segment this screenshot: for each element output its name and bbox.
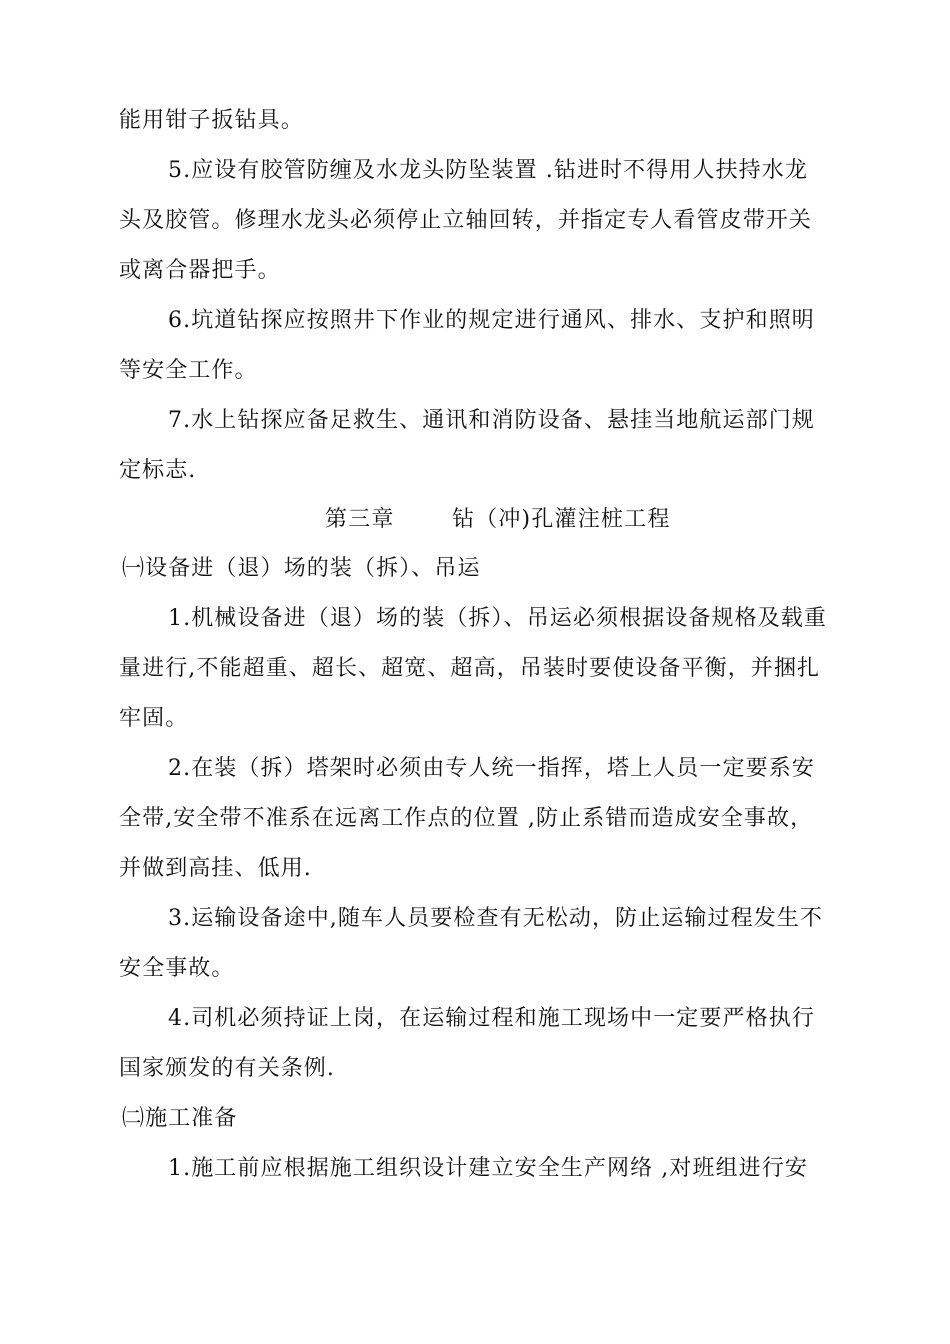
chapter-heading: 第三章 钻（冲)孔灌注桩工程	[325, 507, 671, 532]
text-line: 3.运输设备途中,随车人员要检查有无松动，防止运输过程发生不	[168, 906, 823, 931]
text-line: 头及胶管。修理水龙头必须停止立轴回转，并指定专人看管皮带开关	[119, 208, 813, 233]
text-line: 定标志.	[119, 458, 197, 483]
text-line: 并做到高挂、低用.	[119, 856, 312, 881]
text-line: 能用钳子扳钻具。	[119, 108, 304, 133]
text-line: 全带,安全带不准系在远离工作点的位置 ,防止系错而造成安全事故，	[119, 806, 814, 831]
section-heading: ㈡施工准备	[122, 1106, 238, 1131]
section-heading: ㈠设备进（退）场的装（拆）、吊运	[122, 556, 481, 581]
text-line: 1.施工前应根据施工组织设计建立安全生产网络 ,对班组进行安	[168, 1156, 808, 1181]
text-line: 国家颁发的有关条例.	[119, 1056, 335, 1081]
text-line: 量进行,不能超重、超长、超宽、超高，吊装时要使设备平衡，并捆扎	[119, 656, 821, 681]
text-line: 等安全工作。	[119, 358, 258, 383]
text-line: 或离合器把手。	[119, 258, 281, 283]
text-line: 7.水上钻探应备足救生、通讯和消防设备、悬挂当地航运部门规	[168, 408, 815, 433]
text-line: 5.应设有胶管防缠及水龙头防坠装置 .钻进时不得用人扶持水龙	[168, 158, 808, 183]
text-line: 6.坑道钻探应按照井下作业的规定进行通风、排水、支护和照明	[168, 308, 815, 333]
text-line: 2.在装（拆）塔架时必须由专人统一指挥，塔上人员一定要系安	[168, 756, 815, 781]
text-line: 牢固。	[119, 706, 189, 731]
text-line: 1.机械设备进（退）场的装（拆）、吊运必须根据设备规格及载重	[168, 606, 827, 631]
text-line: 4.司机必须持证上岗，在运输过程和施工现场中一定要严格执行	[168, 1006, 815, 1031]
text-line: 安全事故。	[119, 956, 235, 981]
